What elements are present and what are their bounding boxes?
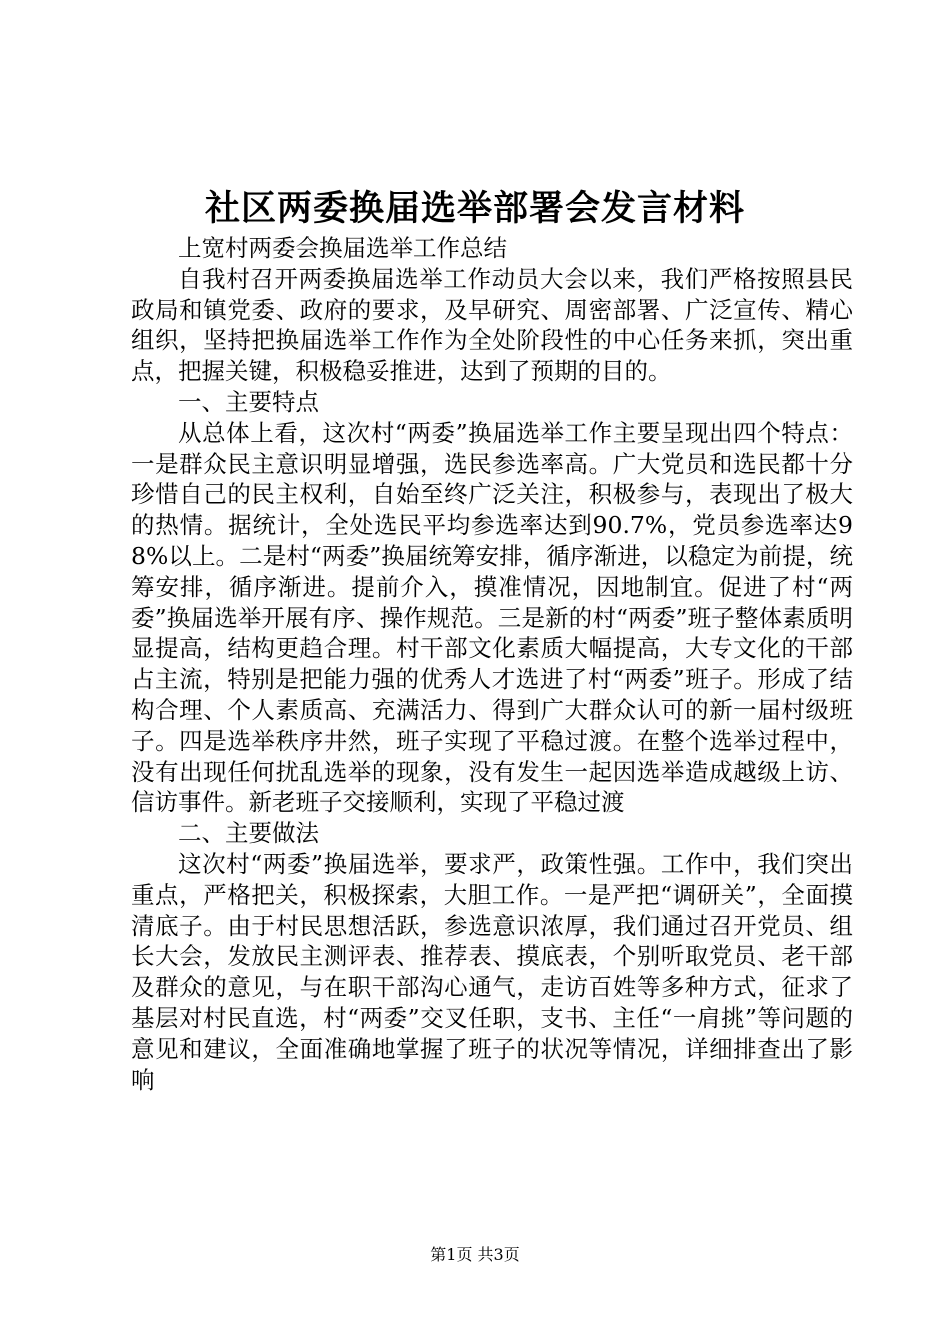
intro-paragraph: 自我村召开两委换届选举工作动员大会以来，我们严格按照县民政局和镇党委、政府的要求，及早研究、周密部署、广泛宣传、精心组织，坚持把换届选举工作作为全处阶段性的中心任务来抓，突出重点，把握关键，积极稳妥推进，达到了预期的目的。 bbox=[131, 264, 853, 386]
section-heading-2: 二、主要做法 bbox=[178, 819, 319, 848]
section-heading-1: 一、主要特点 bbox=[178, 387, 319, 416]
features-paragraph: 从总体上看，这次村“两委”换届选举工作主要呈现出四个特点：一是群众民主意识明显增强，选民参选率高。广大党员和选民都十分珍惜自己的民主权利，自始至终广泛关注，积极参与，表现出了极大的热情。据统计，全处选民平均参选率达到90.7%，党员参选率达98%以上。二是村“两委”换届统筹安排，循序渐进，以稳定为前提，统筹安排，循序渐进。提前介入，摸准情况，因地制宜。促进了村“两委”换届选举开展有序、操作规范。三是新的村“两委”班子整体素质明显提高，结构更趋合理。村干部文化素质大幅提高，大专文化的干部占主流，特别是把能力强的优秀人才选进了村“两委”班子。形成了结构合理、个人素质高、充满活力、得到广大群众认可的新一届村级班子。四是选举秩序井然，班子实现了平稳过渡。在整个选举过程中，没有出现任何扰乱选举的现象，没有发生一起因选举造成越级上访、信访事件。新老班子交接顺利，实现了平稳过渡 bbox=[131, 418, 853, 817]
methods-paragraph: 这次村“两委”换届选举，要求严，政策性强。工作中，我们突出重点，严格把关，积极探索，大胆工作。一是严把“调研关”，全面摸清底子。由于村民思想活跃，参选意识浓厚，我们通过召开党员、组长大会，发放民主测评表、推荐表、摸底表，个别听取党员、老干部及群众的意见，与在职干部沟心通气，走访百姓等多种方式，征求了基层对村民直选，村“两委”交叉任职，支书、主任“一肩挑”等问题的意见和建议，全面准确地掌握了班子的状况等情况，详细排查出了影响 bbox=[131, 849, 853, 1094]
page-indicator: 第1页 共3页 bbox=[430, 1245, 520, 1264]
document-title: 社区两委换届选举部署会发言材料 bbox=[204, 188, 745, 229]
subtitle-paragraph: 上宽村两委会换届选举工作总结 bbox=[178, 234, 507, 262]
document-body bbox=[131, 233, 853, 1095]
